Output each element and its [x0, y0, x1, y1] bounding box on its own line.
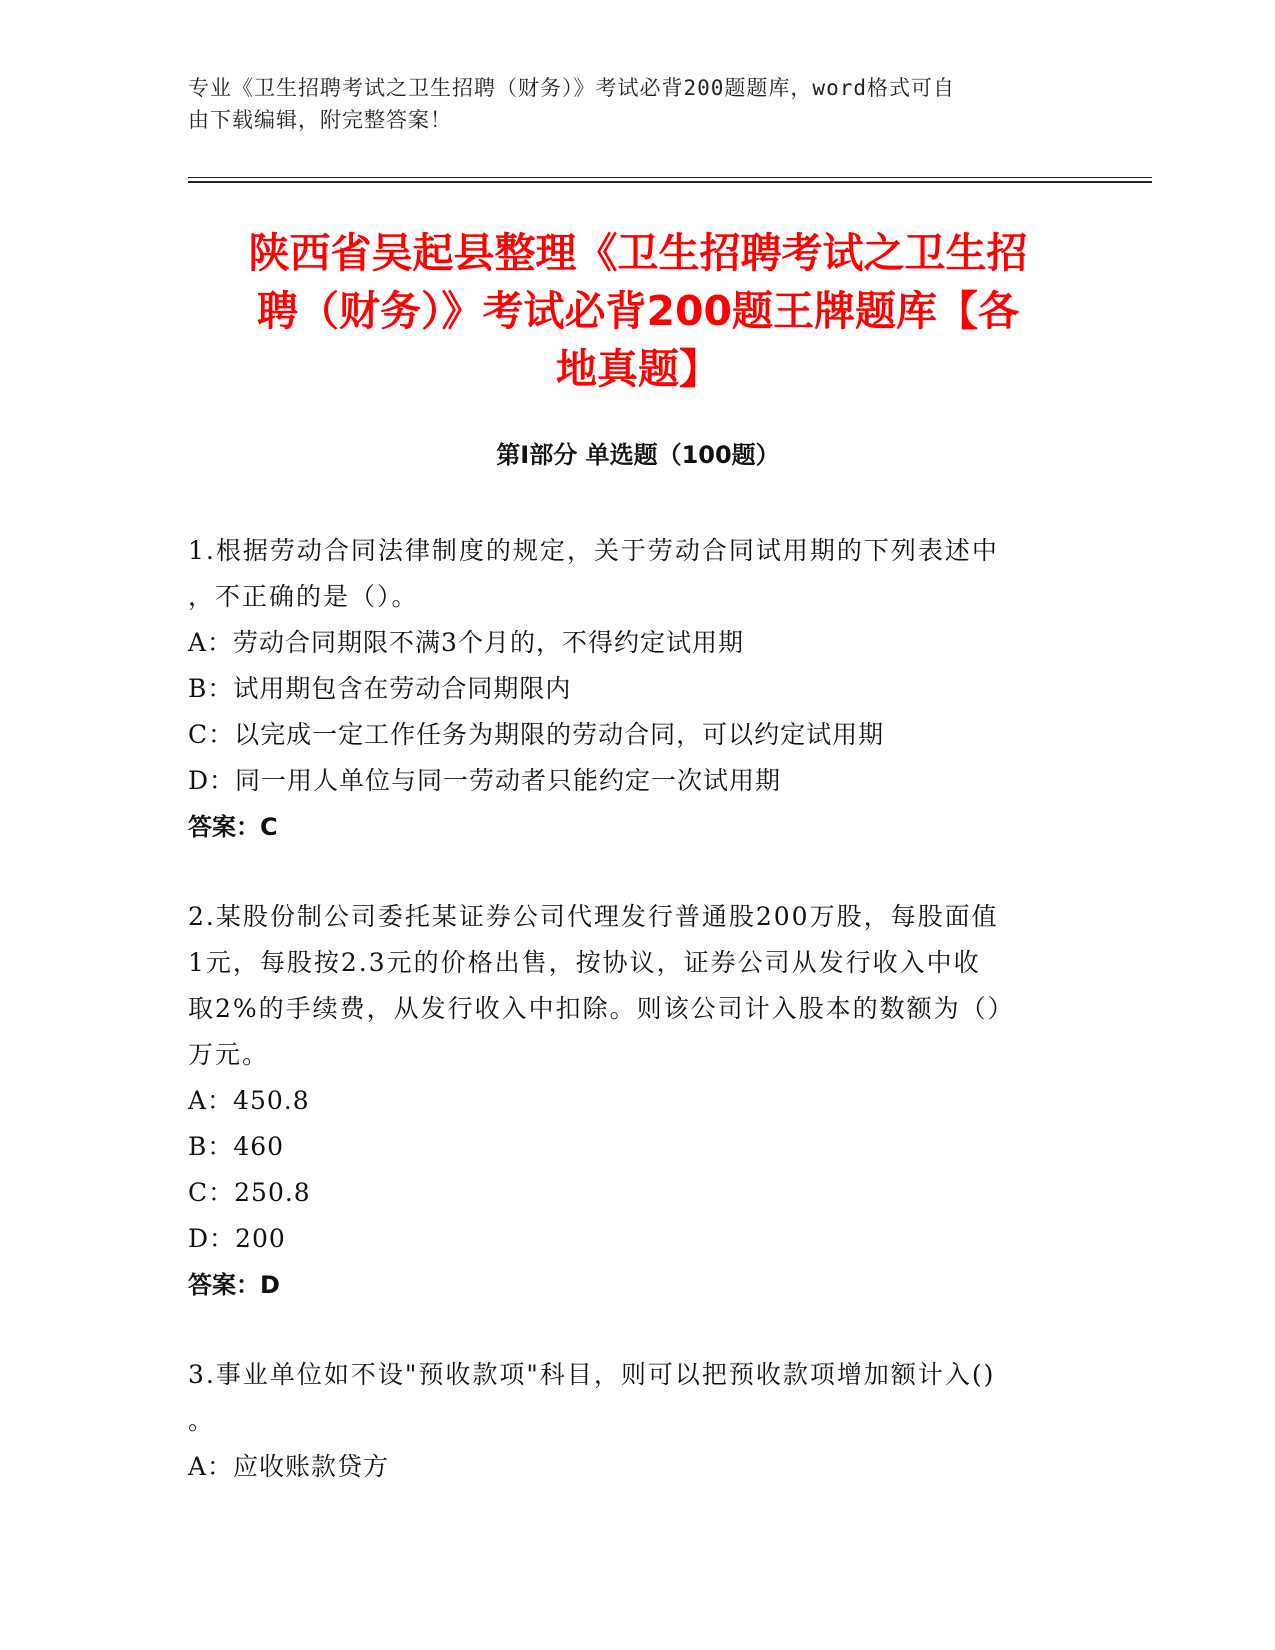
question-stem: 1元，每股按2.3元的价格出售，按协议，证券公司从发行收入中收	[188, 948, 981, 977]
title-line: 地真题】	[556, 345, 720, 393]
option-a: A：450.8	[188, 1086, 310, 1115]
option-d: D：同一用人单位与同一劳动者只能约定一次试用期	[188, 766, 782, 795]
document-title	[188, 224, 1088, 398]
title-line: 陕西省吴起县整理《卫生招聘考试之卫生招	[248, 229, 1028, 277]
option-c: C：以完成一定工作任务为期限的劳动合同，可以约定试用期	[188, 720, 885, 749]
question-stem: 1.根据劳动合同法律制度的规定，关于劳动合同试用期的下列表述中	[188, 536, 999, 565]
question-stem: ，不正确的是（）。	[188, 582, 419, 611]
question-stem: 2.某股份制公司委托某证券公司代理发行普通股200万股，每股面值	[188, 902, 999, 931]
header-divider	[188, 177, 1152, 178]
question-stem: 取2%的手续费，从发行收入中扣除。则该公司计入股本的数额为（）	[188, 994, 1015, 1023]
option-d: D：200	[188, 1224, 286, 1253]
option-b: B：460	[188, 1132, 285, 1161]
title-line: 聘（财务）》考试必背200题王牌题库【各	[256, 287, 1020, 335]
question-stem: 万元。	[188, 1040, 270, 1069]
question-item	[188, 528, 1068, 850]
intro-text	[188, 72, 1068, 136]
header-divider	[188, 181, 1152, 183]
intro-line: 由下载编辑，附完整答案！	[188, 108, 452, 132]
option-a: A：劳动合同期限不满3个月的，不得约定试用期	[188, 628, 744, 657]
option-a: A：应收账款贷方	[188, 1452, 390, 1481]
option-b: B：试用期包含在劳动合同期限内	[188, 674, 572, 703]
question-stem: 3.事业单位如不设"预收款项"科目，则可以把预收款项增加额计入()	[188, 1360, 996, 1389]
option-c: C：250.8	[188, 1178, 311, 1207]
answer: 答案：D	[188, 1271, 280, 1299]
section-heading: 第Ⅰ部分 单选题（100题）	[496, 441, 780, 469]
question-item	[188, 894, 1068, 1308]
answer: 答案：C	[188, 813, 278, 841]
question-stem: 。	[188, 1406, 216, 1435]
intro-line: 专业《卫生招聘考试之卫生招聘（财务）》考试必背200题题库，word格式可自	[188, 76, 955, 100]
question-list	[188, 528, 1068, 1534]
question-item	[188, 1352, 1068, 1490]
